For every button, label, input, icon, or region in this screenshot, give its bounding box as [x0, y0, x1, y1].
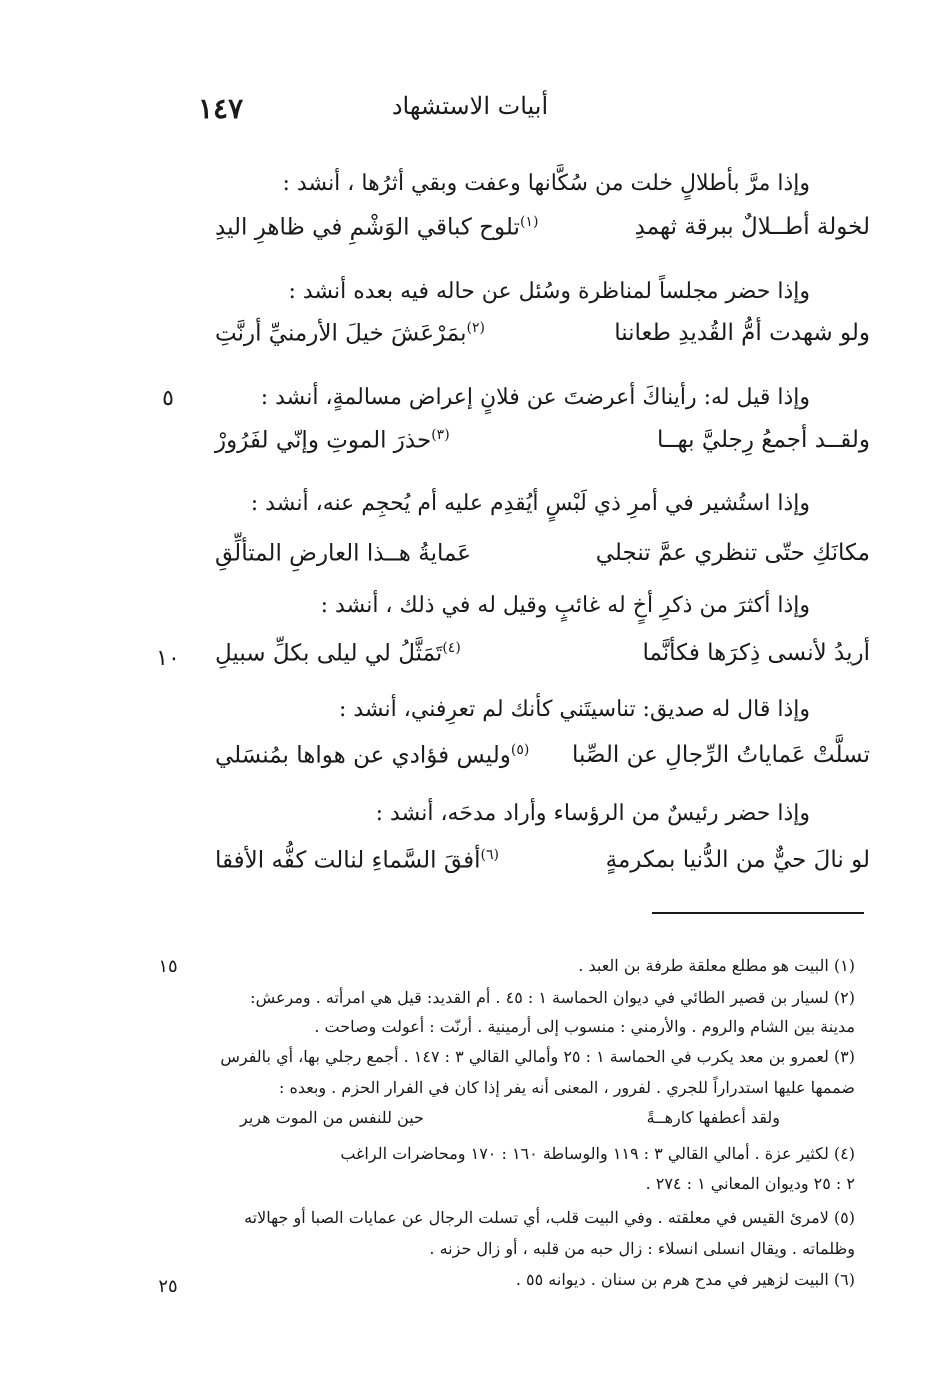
footnote-ref: (٥) [510, 742, 530, 758]
margin-line-number: ٥ [162, 386, 174, 411]
verse-text: عَمايةُ هــذا العارضِ المتألِّقِ [215, 540, 472, 567]
verse-hemistich-second [215, 320, 485, 347]
verse-line [215, 742, 870, 784]
verse-hemistich-first: ولو شهدت أمُّ القُديدِ طعاننا [614, 320, 870, 346]
prose-line: وإذا مرَّ بأطلالٍ خلت من سُكَّانها وعفت وبقي أثرُها ، أنشد : [282, 171, 810, 196]
verse-line [215, 427, 870, 469]
verse-hemistich-second [215, 427, 450, 454]
verse-hemistich-first: ولقد أعطفها كارهــةً [646, 1108, 780, 1127]
footnote-line: وظلماته . ويقال انسلى انسلاء : زال حبه من قلبه ، أو زال حزنه . [429, 1239, 855, 1258]
margin-line-number: ٢٥ [158, 1276, 178, 1297]
verse-text: بمَرْعَشَ خيلَ الأرمنيِّ أرنَّتِ [215, 320, 467, 347]
verse-text: وليس فؤادي عن هواها بمُنسَلي [215, 742, 511, 769]
footnote-line: مدينة بين الشام والروم . والأرمني : منسوب إلى أرمينية . أرنّت : أعولت وصاحت . [314, 1017, 855, 1036]
footnote-line: (٦) البيت لزهير في مدح هرم بن سنان . ديوانه ٥٥ . [515, 1270, 855, 1289]
margin-line-number: ١٥ [158, 956, 178, 977]
footnote-line: (٥) لامرئ القيس في معلقته . وفي البيت قلب، أي تسلت الرجال عن عمايات الصبا أو جهالاته [244, 1208, 855, 1227]
prose-line: وإذا قال له صديق: تناسيتَني كأنك لم تعرِفني، أنشد : [338, 697, 810, 722]
footnote-ref: (١) [519, 214, 539, 230]
footnote-line: (٣) لعمرو بن معد يكرب في الحماسة ١ : ٢٥ وأمالي القالي ٣ : ١٤٧ . أجمع رجلي بها، أي بالفرس [220, 1047, 855, 1066]
page-number: ١٤٧ [198, 92, 244, 125]
prose-line: وإذا قيل له: رأيناكَ أعرضتَ عن فلانٍ إعراض مسالمةٍ، أنشد : [260, 385, 810, 410]
verse-line [215, 640, 870, 682]
prose-line: وإذا حضر مجلساً لمناظرة وسُئل عن حاله فيه بعده أنشد : [288, 279, 810, 304]
footnote-verse [240, 1108, 780, 1132]
verse-hemistich-first: مكانَكِ حتّى تنظري عمَّ تنجلي [595, 540, 870, 566]
footnote-ref: (٢) [466, 320, 485, 336]
footnote-separator [652, 912, 864, 914]
verse-hemistich-second [215, 640, 461, 667]
prose-line: وإذا حضر رئيسٌ من الرؤساء وأراد مدحَه، أنشد : [375, 801, 810, 826]
verse-hemistich-second: حين للنفس من الموت هرير [240, 1108, 424, 1127]
verse-text: تلوح كباقي الوَشْمِ في ظاهرِ اليدِ [215, 214, 520, 241]
verse-line [215, 214, 870, 256]
footnote-ref: (٣) [431, 427, 450, 443]
footnote-line: ضممها عليها استدراراً للجري . لفرور ، المعنى أنه يفر إذا كان في الفرار الحزم . وبعده : [279, 1078, 855, 1097]
verse-hemistich-first: تسلَّتْ عَماياتُ الرِّجالِ عن الصِّبا [571, 742, 870, 768]
verse-text: أفقَ السَّماءِ لنالت كفُّه الأفقا [215, 847, 481, 874]
verse-text: حذرَ الموتِ وإنّي لفَرُورْ [215, 427, 432, 454]
verse-line [215, 320, 870, 362]
margin-line-number: ١٠ [156, 646, 180, 671]
footnote-ref: (٤) [442, 640, 461, 656]
verse-hemistich-first: ولقــد أجمعُ رِجليَّ بهــا [657, 427, 870, 453]
verse-text: تَمَثَّلُ لي ليلى بكلِّ سبيلِ [215, 640, 443, 667]
verse-hemistich-first: أريدُ لأنسى ذِكرَها فكأنَّما [642, 640, 870, 666]
running-title: أبيات الاستشهاد [391, 92, 549, 120]
prose-line: وإذا أكثرَ من ذكرِ أخٍ له غائبٍ وقيل له في ذلك ، أنشد : [320, 593, 810, 618]
verse-hemistich-second [215, 742, 529, 769]
footnote-ref: (٦) [480, 847, 499, 863]
verse-hemistich-second [215, 214, 538, 241]
verse-line [215, 847, 870, 889]
footnote-line: (٤) لكثير عزة . أمالي القالي ٣ : ١١٩ والوساطة ١٦٠ : ١٧٠ ومحاضرات الراغب [340, 1144, 855, 1163]
verse-hemistich-second [215, 847, 499, 874]
verse-hemistich-second [215, 540, 471, 567]
verse-hemistich-first: لو نالَ حيٌّ من الدُّنيا بمكرمةٍ [605, 847, 870, 873]
footnote-line: ٢ : ٢٥ وديوان المعاني ١ : ٢٧٤ . [645, 1174, 855, 1193]
verse-hemistich-first: لخولة أطــلالٌ ببرقة ثهمدِ [634, 214, 870, 240]
footnote-line: (٢) لسيار بن قصير الطائي في ديوان الحماسة ١ : ٤٥ . أم القديد: قيل هي امرأته . ومرعش: [250, 988, 855, 1007]
prose-line: وإذا استُشير في أمرِ ذي لَبْسٍ أيُقدِم عليه أم يُحجِم عنه، أنشد : [250, 491, 810, 516]
verse-line [215, 540, 870, 582]
footnote-line: (١) البيت هو مطلع معلقة طرفة بن العبد . [578, 956, 855, 975]
